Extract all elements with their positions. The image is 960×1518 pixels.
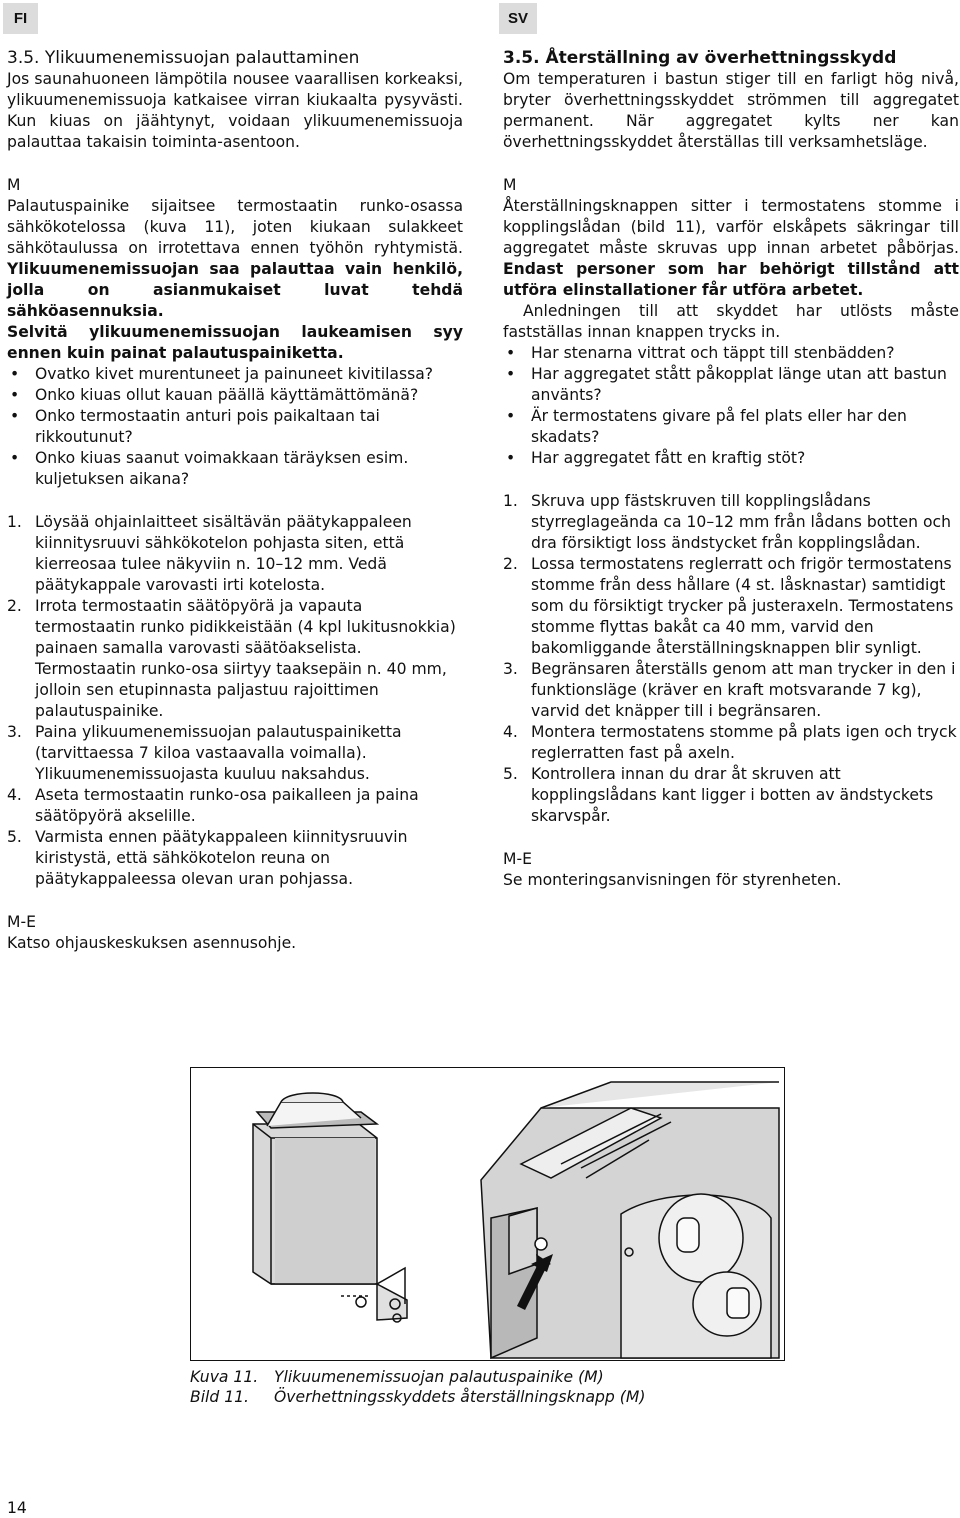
step-text: Montera termostatens stomme på plats igen och tryck reglerratten fast på axeln. [531, 723, 957, 762]
me-text-fi: Katso ohjauskeskuksen asennusohje. [7, 934, 297, 952]
step-number: 4. [7, 786, 22, 804]
figure-caption [190, 1367, 645, 1407]
step-text: Varmista ennen päätykappaleen kiinnitysruuvin kiristystä, että sähkökotelon reuna on päätykappaleessa olevan uran pohjassa. [35, 828, 408, 888]
step-text: Begränsaren återställs genom att man trycker in den i funktionsläge (kräver en kraft motsvarande 7 kg), varvid det knäpper till i begränsaren. [531, 660, 956, 720]
step-item [503, 659, 959, 722]
step-text: Irrota termostaatin säätöpyörä ja vapauta termostaatin runko pidikkeistään (4 kpl lukitusnokkia) painaen samalla varovasti säätöakselista. Termostaatin runko-osa siirtyy taaksepäin n. 40 mm, jolloin sen etupinnasta paljastuu rajoittimen palautuspainike. [35, 597, 456, 720]
step-text: Lossa termostatens reglerratt och frigör termostatens stomme från dess hållare (4 st. låsknastar) samtidigt som du försiktigt trycker på justeraxeln. Termostatens stomme flyttas bakåt ca 40 mm, varvid den bakomliggande återställningsknappen blir synligt. [531, 555, 954, 657]
figure-11 [190, 1067, 785, 1361]
note-sv: Anledningen till att skyddet har utlösts måste fastställas innan knappen trycks in. [503, 302, 959, 341]
step-text: Aseta termostaatin runko-osa paikalleen ja paina säätöpyörä akselille. [35, 786, 419, 825]
step-number: 3. [7, 723, 22, 741]
section-title-sv: 3.5. Återställning av överhettningsskydd [503, 48, 897, 68]
step-number: 4. [503, 723, 518, 741]
step-item [7, 722, 463, 785]
step-item [503, 554, 959, 659]
thermostat-box-drawing [481, 1082, 779, 1358]
me-text-sv: Se monteringsanvisningen för styrenheten. [503, 871, 842, 889]
m-text-sv [503, 196, 959, 301]
step-number: 1. [7, 513, 22, 531]
me-heading-sv: M-E [503, 850, 532, 868]
list-item: • Är termostatens givare på fel plats eller har den skadats? [503, 406, 959, 448]
me-heading-fi: M-E [7, 913, 36, 931]
step-text: Paina ylikuumenemissuojan palautuspainiketta (tarvittaessa 7 kiloa vastaavalla voimalla). Ylikuumenemissuojasta kuuluu naksahdus. [35, 723, 402, 783]
intro-sv: Om temperaturen i bastun stiger till en farligt hög nivå, bryter överhettningsskyddet strömmen till aggregatet permanent. När aggregatet kylts ner kan överhettningsskyddet återställas till verksamhetsläge. [503, 70, 959, 151]
caption-text-fi: Ylikuumenemissuojan palautuspainike (M) [274, 1368, 604, 1386]
step-item [7, 512, 463, 596]
step-item [503, 764, 959, 827]
page-number: 14 [7, 1499, 27, 1517]
list-item: • Onko kiuas ollut kauan päällä käyttämättömänä? [7, 385, 463, 406]
step-item [7, 827, 463, 890]
step-text: Skruva upp fästskruven till kopplingslådans styrreglageända ca 10–12 mm från lådans botten och dra försiktigt loss ändstycket från kopplingslådan. [531, 492, 951, 552]
step-item [7, 596, 463, 722]
heater-illustration [191, 1068, 783, 1359]
list-item: • Onko termostaatin anturi pois paikaltaan tai rikkoutunut? [7, 406, 463, 448]
m-heading-fi: M [7, 176, 21, 194]
steps-list-fi [7, 512, 463, 890]
m-text-fi-bold: Ylikuumenemissuojan saa palauttaa vain henkilö, jolla on asianmukaiset luvat tehdä sähköasennuksia. [7, 260, 463, 320]
step-item [503, 491, 959, 554]
step-number: 5. [7, 828, 22, 846]
m-text-sv-normal: Återställningsknappen sitter i termostatens stomme i kopplingslådan (bild 11), varför elskåpets säkringar till aggregatet måste skruvas upp innan arbetet påbörjas. [503, 197, 959, 257]
m-heading-sv: M [503, 176, 517, 194]
check-note-fi: Selvitä ylikuumenemissuojan laukeamisen syy ennen kuin painat palautuspainiketta. [7, 323, 463, 362]
language-tab-sv: SV [499, 3, 537, 34]
step-item [503, 722, 959, 764]
caption-text-sv: Överhettningsskyddets återställningsknapp (M) [274, 1388, 646, 1406]
caption-row-sv [190, 1387, 645, 1407]
m-text-fi-normal: Palautuspainike sijaitsee termostaatin runko-osassa sähkökotelossa (kuva 11), joten kiukaan sulakkeet sähkötaulussa on irrotettava ennen työhön ryhtymistä. [7, 197, 463, 257]
list-item: • Har stenarna vittrat och täppt till stenbädden? [503, 343, 959, 364]
caption-row-fi [190, 1367, 645, 1387]
section-title-fi: 3.5. Ylikuumenemissuojan palauttaminen [7, 48, 360, 68]
column-sv [503, 48, 959, 891]
column-fi [7, 48, 463, 954]
m-text-sv-bold: Endast personer som har behörigt tillstånd att utföra elinstallationer får utföra arbetet. [503, 260, 959, 299]
list-item: • Onko kiuas saanut voimakkaan täräyksen esim. kuljetuksen aikana? [7, 448, 463, 490]
steps-list-sv [503, 491, 959, 827]
step-text: Kontrollera innan du drar åt skruven att kopplingslådans kant ligger i botten av ändstyckets skarvspår. [531, 765, 934, 825]
bullet-list-fi [7, 364, 463, 490]
step-text: Löysää ohjainlaitteet sisältävän päätykappaleen kiinnitysruuvi sähkökotelon pohjasta siten, että kierreosaa tulee näkyviin n. 10–12 mm. Vedä päätykappale varovasti irti kotelosta. [35, 513, 412, 594]
caption-label-sv: Bild 11. [190, 1388, 250, 1406]
language-tab-fi: FI [3, 3, 38, 34]
step-number: 2. [503, 555, 518, 573]
list-item: • Ovatko kivet murentuneet ja painuneet kivitilassa? [7, 364, 463, 385]
step-item [7, 785, 463, 827]
step-number: 3. [503, 660, 518, 678]
step-number: 5. [503, 765, 518, 783]
intro-fi: Jos saunahuoneen lämpötila nousee vaarallisen korkeaksi, ylikuumenemissuoja katkaisee virran kiukaalta pysyvästi. Kun kiuas on jäähtynyt, voidaan ylikuumenemissuoja palauttaa takaisin toiminta-asentoon. [7, 70, 463, 151]
caption-label-fi: Kuva 11. [190, 1368, 259, 1386]
step-number: 2. [7, 597, 22, 615]
list-item: • Har aggregatet fått en kraftig stöt? [503, 448, 959, 469]
step-number: 1. [503, 492, 518, 510]
bullet-list-sv [503, 343, 959, 469]
m-text-fi [7, 196, 463, 322]
sauna-heater-drawing [253, 1093, 407, 1322]
list-item: • Har aggregatet stått påkopplat länge utan att bastun använts? [503, 364, 959, 406]
